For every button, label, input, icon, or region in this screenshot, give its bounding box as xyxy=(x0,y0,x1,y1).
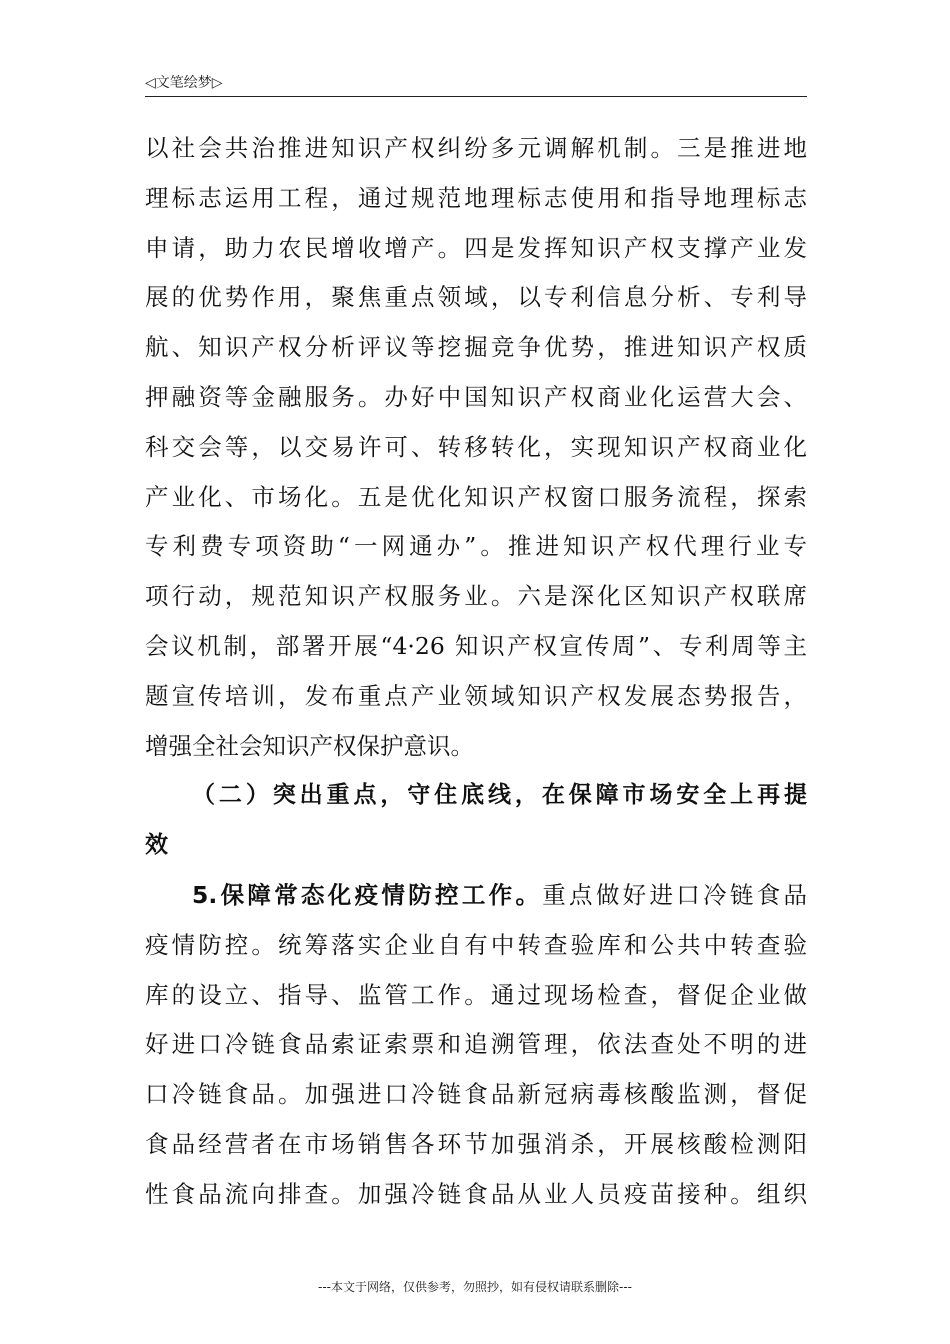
text-line: 展的优势作用，聚焦重点领域，以专利信息分析、专利导 xyxy=(145,283,807,312)
page-footer: ---本文于网络，仅供参考，勿照抄，如有侵权请联系删除--- xyxy=(318,1280,632,1294)
text-line: 押融资等金融服务。办好中国知识产权商业化运营大会、 xyxy=(145,382,807,411)
document-body xyxy=(145,124,807,1220)
heading-line: （二）突出重点，守住底线，在保障市场安全上再提 xyxy=(192,782,807,809)
item-text: 重点做好进口冷链食品 xyxy=(542,880,807,909)
text-line: 项行动，规范知识产权服务业。六是深化区知识产权联席 xyxy=(145,582,807,611)
text-line: 专利费专项资助“一网通办”。推进知识产权代理行业专 xyxy=(145,532,807,561)
heading-line: 效 xyxy=(145,832,168,859)
section-heading xyxy=(145,771,807,871)
text-line: 性食品流向排查。加强冷链食品从业人员疫苗接种。组织 xyxy=(145,1179,807,1208)
text-line: 库的设立、指导、监管工作。通过现场检查，督促企业做 xyxy=(145,980,807,1009)
text-line: 申请，助力农民增收增产。四是发挥知识产权支撑产业发 xyxy=(145,233,807,262)
paragraph-2 xyxy=(145,871,807,1220)
text-line: 题宣传培训，发布重点产业领域知识产权发展态势报告， xyxy=(145,681,807,710)
text-line: 口冷链食品。加强进口冷链食品新冠病毒核酸监测，督促 xyxy=(145,1080,807,1109)
text-line: 会议机制，部署开展“4·26 知识产权宣传周”、专利周等主 xyxy=(145,631,807,660)
item-title: 5.保障常态化疫情防控工作。 xyxy=(192,880,543,909)
text-line: 科交会等，以交易许可、转移转化，实现知识产权商业化 xyxy=(145,432,807,461)
text-line: 航、知识产权分析评议等挖掘竞争优势，推进知识产权质 xyxy=(145,333,807,362)
text-line: 疫情防控。统筹落实企业自有中转查验库和公共中转查验 xyxy=(145,930,807,959)
text-line: 理标志运用工程，通过规范地理标志使用和指导地理标志 xyxy=(145,183,807,212)
text-line: 增强全社会知识产权保护意识。 xyxy=(145,731,474,760)
text-line: 好进口冷链食品索证索票和追溯管理，依法查处不明的进 xyxy=(145,1030,807,1059)
text-line xyxy=(145,871,807,921)
text-line: 食品经营者在市场销售各环节加强消杀，开展核酸检测阳 xyxy=(145,1129,807,1158)
paragraph-1 xyxy=(145,124,807,771)
text-line: 产业化、市场化。五是优化知识产权窗口服务流程，探索 xyxy=(145,482,807,511)
header-title: ◁文笔绘梦▷ xyxy=(145,75,223,91)
page-header xyxy=(145,72,807,97)
text-line: 以社会共治推进知识产权纠纷多元调解机制。三是推进地 xyxy=(145,134,807,162)
